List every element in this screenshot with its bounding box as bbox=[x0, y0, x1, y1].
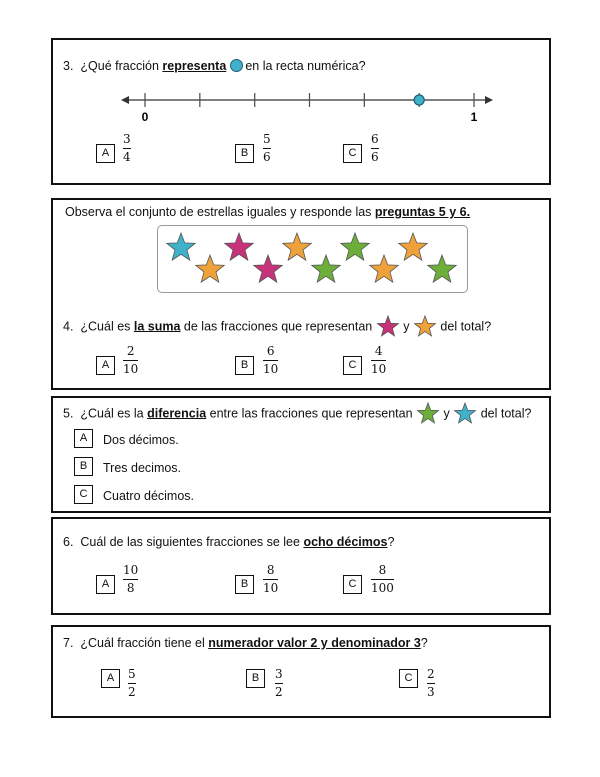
blue-star-icon bbox=[453, 402, 477, 426]
option-3a-fraction: 3 4 bbox=[123, 132, 131, 165]
option-7b-box[interactable]: B bbox=[246, 669, 265, 688]
question-6-card bbox=[51, 517, 551, 615]
stars-intro-text: Observa el conjunto de estrellas iguales y responde las preguntas 5 y 6. bbox=[65, 205, 471, 219]
star-icon bbox=[254, 255, 283, 282]
blue-dot-icon bbox=[230, 59, 243, 72]
star-icon bbox=[370, 255, 399, 282]
question-6-text: 6. Cuál de las siguientes fracciones se lee ocho décimos? bbox=[63, 535, 395, 549]
option-5a-box[interactable]: A bbox=[74, 429, 93, 448]
option-5c-text: Cuatro décimos. bbox=[103, 489, 195, 503]
option-6c-box[interactable]: C bbox=[343, 575, 362, 594]
question-3-bold: representa bbox=[162, 59, 227, 73]
option-4a-fraction: 2 10 bbox=[123, 344, 139, 377]
stars-panel bbox=[157, 225, 468, 293]
marked-point bbox=[414, 95, 424, 105]
star-icon bbox=[312, 255, 341, 282]
option-6b-fraction: 8 10 bbox=[263, 563, 279, 596]
star-icon bbox=[428, 255, 457, 282]
option-6a-box[interactable]: A bbox=[96, 575, 115, 594]
question-5-card bbox=[51, 396, 551, 513]
option-4b-box[interactable]: B bbox=[235, 356, 254, 375]
option-3a-box[interactable]: A bbox=[96, 144, 115, 163]
option-7a-box[interactable]: A bbox=[101, 669, 120, 688]
question-7-text: 7. ¿Cuál fracción tiene el numerador valor 2 y denominador 3? bbox=[63, 636, 428, 650]
green-star-icon bbox=[416, 402, 440, 426]
star-icon bbox=[283, 233, 312, 260]
question-4-card bbox=[51, 198, 551, 390]
option-6a-fraction: 10 8 bbox=[123, 563, 139, 596]
option-6b-box[interactable]: B bbox=[235, 575, 254, 594]
stars-set bbox=[158, 226, 467, 292]
option-5b-text: Tres decimos. bbox=[103, 461, 182, 475]
option-7c-fraction: 2 3 bbox=[427, 667, 435, 700]
axis-label-start: 0 bbox=[141, 110, 149, 124]
option-5c-box[interactable]: C bbox=[74, 485, 93, 504]
option-5b-box[interactable]: B bbox=[74, 457, 93, 476]
option-5a-text: Dos décimos. bbox=[103, 433, 179, 447]
star-icon bbox=[196, 255, 225, 282]
question-5-text: 5. ¿Cuál es la diferencia entre las fracciones que representan y del total? bbox=[63, 402, 531, 426]
star-icon bbox=[167, 233, 196, 260]
option-3b-box[interactable]: B bbox=[235, 144, 254, 163]
axis-label-end: 1 bbox=[470, 110, 478, 124]
option-4a-box[interactable]: A bbox=[96, 356, 115, 375]
question-4-text: 4. ¿Cuál es la suma de las fracciones que representan y del total? bbox=[63, 315, 491, 339]
right-arrow-icon bbox=[485, 96, 493, 104]
option-3c-box[interactable]: C bbox=[343, 144, 362, 163]
option-7b-fraction: 3 2 bbox=[275, 667, 283, 700]
star-icon bbox=[399, 233, 428, 260]
question-3-card bbox=[51, 38, 551, 185]
option-4c-fraction: 4 10 bbox=[371, 344, 387, 377]
option-4b-fraction: 6 10 bbox=[263, 344, 279, 377]
question-7-card bbox=[51, 625, 551, 718]
option-6c-fraction: 8 100 bbox=[371, 563, 394, 596]
star-icon bbox=[225, 233, 254, 260]
number-line bbox=[53, 90, 549, 136]
option-7a-fraction: 5 2 bbox=[128, 667, 136, 700]
star-icon bbox=[341, 233, 370, 260]
magenta-star-icon bbox=[376, 315, 400, 339]
left-arrow-icon bbox=[121, 96, 129, 104]
question-3-text: 3. ¿Qué fracción representa en la recta numérica? bbox=[63, 59, 366, 73]
orange-star-icon bbox=[413, 315, 437, 339]
option-4c-box[interactable]: C bbox=[343, 356, 362, 375]
option-3b-fraction: 5 6 bbox=[263, 132, 271, 165]
option-7c-box[interactable]: C bbox=[399, 669, 418, 688]
option-3c-fraction: 6 6 bbox=[371, 132, 379, 165]
